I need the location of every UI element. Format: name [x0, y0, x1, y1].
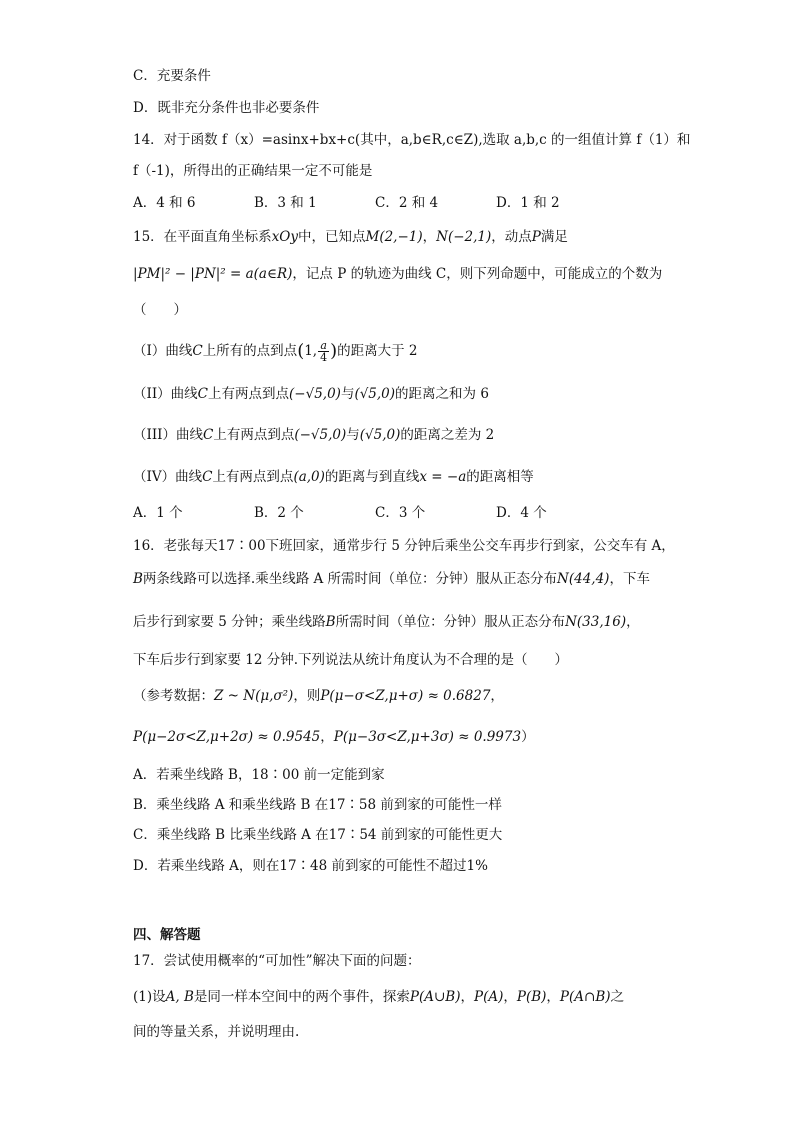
q16-ref-prob2: P(μ−2σ<Z,μ+2σ) ≈ 0.9545 — [133, 729, 321, 745]
q16-option-b: B．乘坐线路 A 和乘坐线路 B 在17∶58 前到家的可能性一样 — [133, 797, 502, 813]
q16-line4: 下车后步行到家要 12 分钟.下列说法从统计角度认为不合理的是（ ） — [133, 652, 569, 668]
q16-line3 — [133, 612, 640, 632]
q15-item2-point1: (−√5,0) — [289, 386, 341, 402]
q17-text: ， — [460, 989, 474, 1005]
q14-stem-line1: 14．对于函数 f（x）=asinx+bx+c(其中，a,b∈R,c∈Z),选取 a,b,c 的一组值计算 f（1）和 — [133, 132, 691, 148]
q15-option-a: A．1 个 — [133, 505, 183, 521]
q15-text: 中，已知点 — [298, 229, 366, 245]
q17-prob-b: P(B) — [516, 989, 547, 1005]
q15-item-text: 的距离之和为 6 — [395, 386, 489, 402]
q15-item-text: 上所有的点到点 — [202, 343, 298, 359]
q17-line2 — [133, 987, 624, 1007]
q15-stem-line2 — [133, 264, 662, 284]
q15-curve: C — [202, 469, 213, 485]
q16-text: 后步行到家要 5 分钟；乘坐线路 — [133, 614, 326, 630]
q15-item3-point2: (√5,0) — [359, 427, 401, 443]
q15-paren: （ ） — [133, 302, 187, 318]
q15-item-text: 与 — [346, 427, 360, 443]
q15-item1-fraction — [318, 340, 329, 363]
q15-item-text: 上有两点到点 — [213, 427, 295, 443]
q16-option-a: A．若乘坐线路 B，18∶00 前一定能到家 — [133, 767, 385, 783]
q15-point-p: P — [531, 229, 541, 245]
q17-text: 是同一样本空间中的两个事件，探索 — [193, 989, 410, 1005]
q17-prob-a: P(A) — [474, 989, 504, 1005]
q16-ref-line1 — [133, 686, 504, 706]
q15-text: ，记点 P 的轨迹为曲线 C，则下列命题中，可能成立的个数为 — [292, 266, 663, 282]
q14-option-c: C．2 和 4 — [375, 195, 439, 211]
q16-ref-prob1: P(μ−σ<Z,μ+σ) ≈ 0.6827 — [320, 688, 491, 704]
q17-line3: 间的等量关系，并说明理由. — [133, 1024, 300, 1040]
q17-text: 之 — [610, 989, 625, 1005]
q15-text: 满足 — [540, 229, 568, 245]
q16-text: （参考数据： — [133, 688, 214, 704]
q15-text: ，动点 — [491, 229, 532, 245]
q15-item-text: 上有两点到点 — [208, 386, 290, 402]
q15-item-text: （II）曲线 — [133, 386, 198, 402]
q16-ref-dist: Z ~ N(μ,σ²) — [214, 688, 294, 704]
q15-option-d: D．4 个 — [496, 505, 547, 521]
q17-text: ， — [503, 989, 517, 1005]
q16-text: ，则 — [293, 688, 321, 704]
q15-curve: C — [203, 427, 214, 443]
q16-dist-b: N(33,16) — [565, 614, 627, 630]
q16-option-c: C．乘坐线路 B 比乘坐线路 A 在17∶54 前到家的可能性更大 — [133, 827, 503, 843]
q16-ref-line2 — [133, 727, 535, 747]
q15-xoy: xOy — [271, 229, 298, 245]
q15-stem-line1: 15．在平面直角坐标系xOy中，已知点M(2,−1)，N(−2,1)，动点P满足 — [133, 229, 568, 245]
q15-curve: C — [197, 386, 209, 402]
q15-option-b: B．2 个 — [254, 505, 304, 521]
q14-option-d: D．1 和 2 — [496, 195, 560, 211]
q15-option-c: C．3 个 — [375, 505, 426, 521]
q15-text: 15．在平面直角坐标系 — [133, 229, 272, 245]
q16-line1: 16．老张每天17∶00下班回家，通常步行 5 分钟后乘坐公交车再步行到家，公交车有 A， — [133, 538, 675, 554]
fraction-denominator: 4 — [320, 351, 328, 364]
q15-item-text: 的距离大于 2 — [337, 343, 418, 359]
q14-option-b: B．3 和 1 — [254, 195, 317, 211]
q15-item-text: 的距离与到直线 — [324, 469, 420, 485]
q15-item-text: 与 — [340, 386, 355, 402]
q16-route-b: B — [325, 614, 336, 630]
q13-option-c: C．充要条件 — [133, 68, 211, 84]
q16-line2 — [133, 569, 650, 589]
q15-item4-line: x = −a — [419, 469, 467, 485]
q15-item-text: （IV）曲线 — [133, 469, 203, 485]
q15-item4-point: (a,0) — [293, 469, 325, 485]
q15-curve: C — [192, 343, 203, 359]
q15-item-text: （I）曲线 — [133, 343, 193, 359]
q17-prob-intersection: P(A∩B) — [559, 989, 611, 1005]
q15-point-m: M(2,−1) — [365, 229, 423, 245]
q16-option-d: D．若乘坐线路 A，则在17∶48 前到家的可能性不超过1% — [133, 858, 488, 874]
q16-text: ， — [490, 688, 504, 704]
q15-formula: |PM|² − |PN|² = a(a∈R) — [133, 266, 293, 282]
q15-item-text: 的距离相等 — [466, 469, 534, 485]
q16-ref-prob3: P(μ−3σ<Z,μ+3σ) ≈ 0.9973 — [333, 729, 522, 745]
q17-text: (1)设 — [133, 989, 166, 1005]
q17-line1: 17．尝试使用概率的“可加性”解决下面的问题： — [133, 953, 421, 969]
q14-option-a: A．4 和 6 — [133, 195, 196, 211]
q15-item2-point2: (√5,0) — [354, 386, 396, 402]
q17-prob-union: P(A∪B) — [409, 989, 461, 1005]
q16-text: ， — [626, 614, 640, 630]
q15-item-4 — [133, 467, 534, 487]
q15-point-n: N(−2,1) — [436, 229, 492, 245]
section-title: 四、解答题 — [133, 927, 201, 943]
q16-text: 两条线路可以选择.乘坐线路 A 所需时间（单位：分钟）服从正态分布 — [142, 571, 558, 587]
q15-item-text: （III）曲线 — [133, 427, 203, 443]
q17-events: A, B — [165, 989, 194, 1005]
q13-option-d: D．既非充分条件也非必要条件 — [133, 100, 320, 116]
q15-item-text: 上有两点到点 — [212, 469, 294, 485]
q15-item1-point: 1, — [304, 343, 318, 359]
q15-item3-point1: (−√5,0) — [294, 427, 347, 443]
q15-item-text: 的距离之差为 2 — [400, 427, 495, 443]
q16-dist-a: N(44,4) — [557, 571, 610, 587]
q15-item-1: （I）曲线C上所有的点到点(1, $\frac{a}{4}$ )的距离大于 2 — [133, 339, 418, 364]
q16-text: ， — [320, 729, 334, 745]
q14-stem-line2: f（-1)，所得出的正确结果一定不可能是 — [133, 163, 373, 179]
q17-text: ， — [546, 989, 560, 1005]
q16-text: ） — [521, 729, 535, 745]
q15-item-3 — [133, 425, 494, 445]
q16-route-b: B — [133, 571, 143, 587]
q15-item-2 — [133, 384, 489, 404]
q16-text: ，下车 — [609, 571, 650, 587]
fraction-numerator: a — [318, 340, 329, 352]
q16-text: 所需时间（单位：分钟）服从正态分布 — [335, 614, 566, 630]
